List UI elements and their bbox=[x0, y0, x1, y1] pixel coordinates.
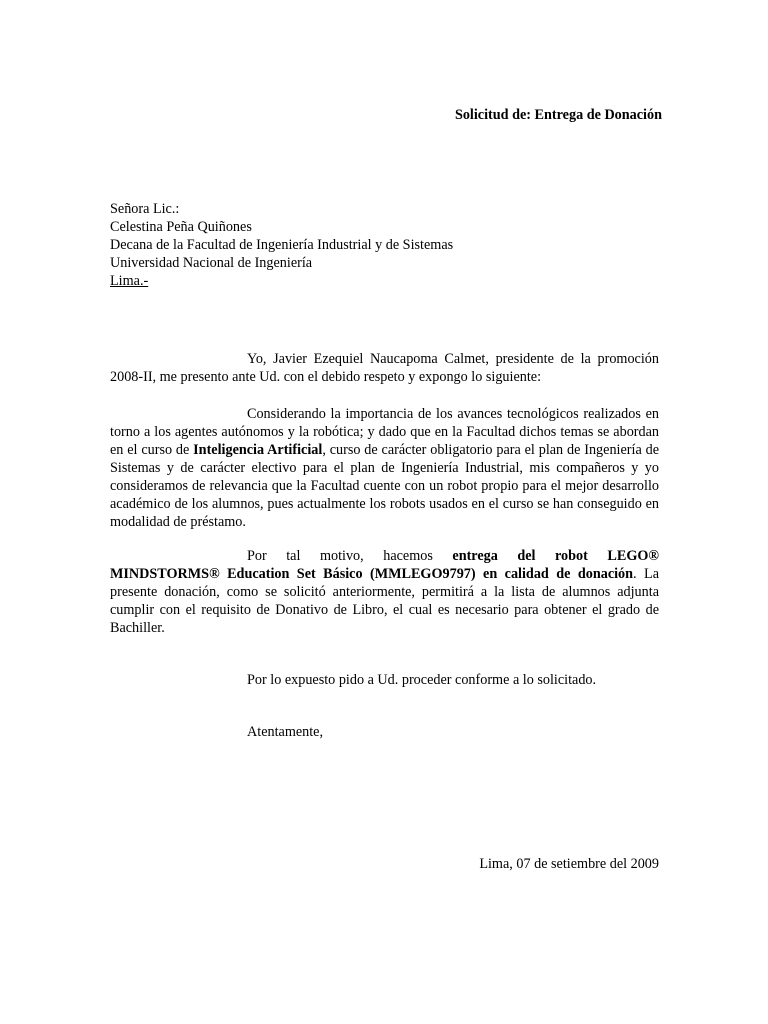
paragraph-justification-text-1: Considerando la importancia de los avances tecnológicos realizados en torno a los agentes autónomos y la robótica; y dado que en la Facultad dichos temas se abordan en el curso de bbox=[110, 406, 659, 458]
addressee-institution: Universidad Nacional de Ingeniería bbox=[110, 255, 313, 271]
addressee-title: Decana de la Facultad de Ingeniería Industrial y de Sistemas bbox=[110, 237, 454, 253]
paragraph-introduction bbox=[110, 350, 659, 386]
paragraph-donation bbox=[110, 547, 659, 637]
addressee-city: Lima.- bbox=[110, 273, 149, 289]
course-name: Inteligencia Artificial bbox=[193, 442, 323, 458]
paragraph-introduction-text: Yo, Javier Ezequiel Naucapoma Calmet, presidente de la promoción 2008-II, me presento ante Ud. con el debido respeto y expongo lo siguiente: bbox=[110, 351, 659, 385]
closing-salutation: Atentamente, bbox=[247, 724, 324, 740]
paragraph-justification-text-2: , curso de carácter obligatorio para el plan de Ingeniería de Sistemas y de carácter electivo para el plan de Ingeniería Industrial, mis compañeros y yo consideramos de relevancia que la Facultad cuente con un robot propio para el mejor desarrollo académico de los alumnos, pues actualmente los robots usados en el curso se han conseguido en modalidad de préstamo. bbox=[110, 442, 659, 530]
addressee-name: Celestina Peña Quiñones bbox=[110, 219, 252, 235]
paragraph-justification bbox=[110, 405, 659, 531]
addressee-salutation: Señora Lic.: bbox=[110, 201, 180, 217]
donation-item: entrega del robot LEGO® MINDSTORMS® Education Set Básico (MMLEGO9797) en calidad de donación bbox=[110, 548, 659, 582]
paragraph-request: Por lo expuesto pido a Ud. proceder conforme a lo solicitado. bbox=[247, 672, 597, 688]
addressee-block bbox=[110, 200, 453, 290]
date-line: Lima, 07 de setiembre del 2009 bbox=[479, 856, 659, 872]
subject-heading: Solicitud de: Entrega de Donación bbox=[454, 107, 662, 123]
paragraph-donation-text-1: Por tal motivo, hacemos bbox=[247, 548, 453, 564]
paragraph-donation-text-2: . La presente donación, como se solicitó anteriormente, permitirá a la lista de alumnos adjunta cumplir con el requisito de Donativo de Libro, el cual es necesario para obtener el grado de Bachiller. bbox=[110, 566, 659, 636]
